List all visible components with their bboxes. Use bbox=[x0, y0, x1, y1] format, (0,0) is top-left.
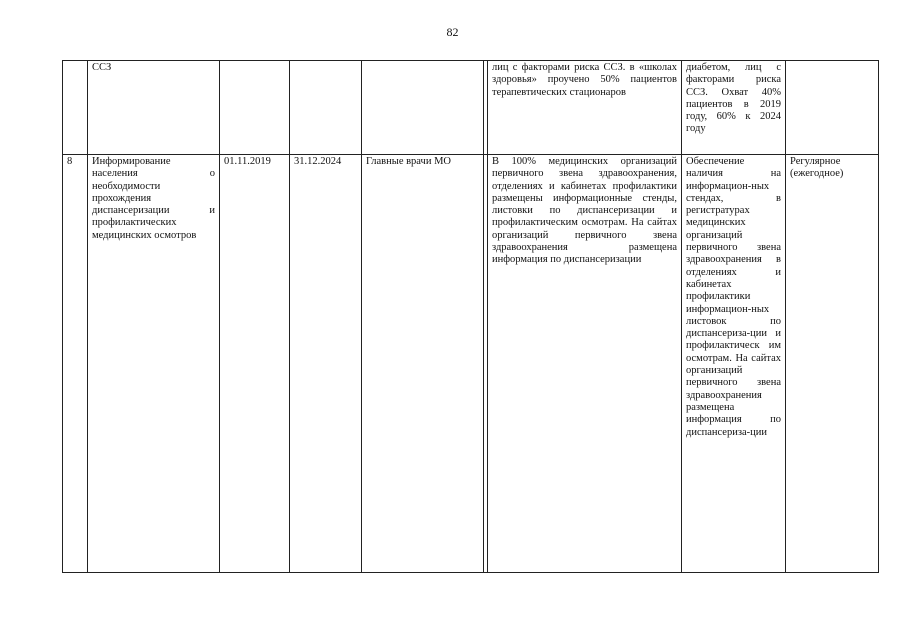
cell-activity-name: Информирование населения о необходимости прохождения диспансеризации и профилактических медицинских осмотров bbox=[88, 155, 220, 573]
cell-indicator: диабетом, лиц с факторами риска ССЗ. Охват 40% пациентов в 2019 году, 60% к 2024 году bbox=[682, 61, 786, 155]
cell-responsible bbox=[362, 61, 484, 155]
table-row-continued bbox=[63, 61, 879, 155]
page-number: 82 bbox=[446, 25, 459, 39]
cell-responsible: Главные врачи МО bbox=[362, 155, 484, 573]
cell-start-date bbox=[220, 61, 290, 155]
cell-result: В 100% медицинских организаций первичного звена здравоохранения, отделениях и кабинетах профилактики размещены информационные стенды, листовки по диспансеризации и профилактическим осмотрам. На сайтах организаций первичного звена здравоохранения размещена информация по диспансеризации bbox=[488, 155, 682, 573]
cell-activity-name: ССЗ bbox=[88, 61, 220, 155]
cell-periodicity: Регулярное (ежегодное) bbox=[786, 155, 879, 573]
table-row-8 bbox=[63, 155, 879, 573]
cell-periodicity bbox=[786, 61, 879, 155]
cell-start-date: 01.11.2019 bbox=[220, 155, 290, 573]
activities-table bbox=[62, 60, 879, 573]
cell-indicator: Обеспечение наличия на информацион-ных стендах, в регистратурах медицинских организаций первичного звена здравоохранения в отделениях и кабинетах профилактики информацион-ных листовок по диспансериза-ции и профилактическ им осмотрам. На сайтах организаций первичного звена здравоохранения размещена информация по диспансериза-ции bbox=[682, 155, 786, 573]
cell-number: 8 bbox=[63, 155, 88, 573]
cell-end-date: 31.12.2024 bbox=[290, 155, 362, 573]
cell-end-date bbox=[290, 61, 362, 155]
cell-number bbox=[63, 61, 88, 155]
cell-result: лиц с факторами риска ССЗ. в «школах здоровья» проучено 50% пациентов терапевтических стационаров bbox=[488, 61, 682, 155]
